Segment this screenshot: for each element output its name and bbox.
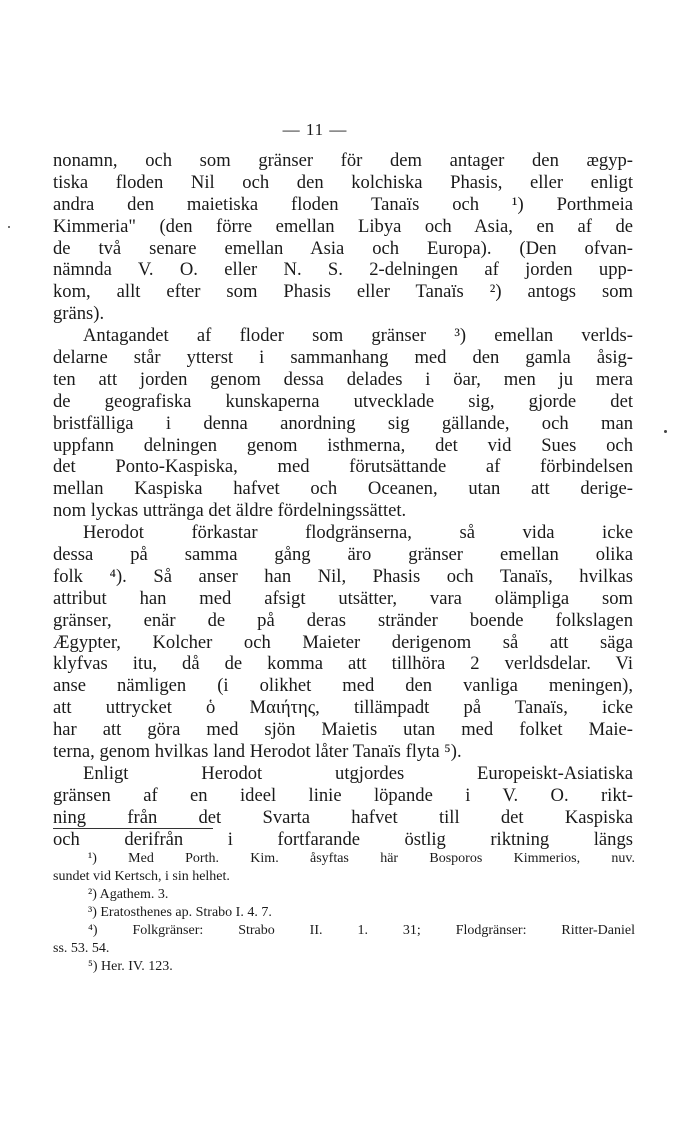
text-line: gräns). <box>53 303 105 325</box>
text-line: kom, allt efter som Phasis eller Tanaïs ²) antogs som <box>53 281 633 303</box>
text-line: andra den maietiska floden Tanaïs och ¹) Porthmeia <box>53 193 633 215</box>
text-line: dessa på samma gång äro gränser emellan olika <box>53 544 633 566</box>
footnote-line: ⁴) Folkgränser: Strabo II. 1. 31; Flodgränser: Ritter-Daniel <box>88 923 635 938</box>
text-line: nonamn, och som gränser för dem antager den ægyp- <box>53 150 633 171</box>
text-line: nom lyckas uttränga det äldre fördelningssättet. <box>53 500 407 522</box>
footnote-divider <box>53 828 213 829</box>
text-line: att uttrycket ὁ Μαιήτης, tillämpadt på Tanaïs, icke <box>53 697 633 719</box>
text-line: och derifrån i fortfarande östlig riktning längs <box>53 828 633 850</box>
text-line: attribut han med afsigt utsätter, vara olämpliga som <box>53 587 633 609</box>
text-line: det Ponto-Kaspiska, med förutsättande af förbindelsen <box>53 456 633 478</box>
text-line: tiska floden Nil och den kolchiska Phasis, eller enligt <box>53 171 633 193</box>
text-line: terna, genom hvilkas land Herodot låter Tanaïs flyta ⁵). <box>53 741 462 763</box>
page-number: — 11 — <box>282 120 348 139</box>
text-line: folk ⁴). Så anser han Nil, Phasis och Tanaïs, hvilkas <box>53 565 633 587</box>
text-line: Ægypter, Kolcher och Maieter derigenom så att säga <box>53 631 633 653</box>
print-speck <box>8 226 10 228</box>
paragraph-start-line: Antagandet af floder som gränser ³) emellan verlds- <box>83 325 633 347</box>
text-line: mellan Kaspiska hafvet och Oceanen, utan att derige- <box>53 478 633 500</box>
footnote-line: ¹) Med Porth. Kim. åsyftas här Bosporos Kimmerios, nuv. <box>88 851 635 866</box>
paragraph-start-line: Enligt Herodot utgjordes Europeiskt-Asiatiska <box>83 762 633 784</box>
paragraph-start-line: Herodot förkastar flodgränserna, så vida icke <box>83 522 633 544</box>
text-line: ten att jorden genom dessa delades i öar, men ju mera <box>53 368 633 390</box>
footnote-line: ³) Eratosthenes ap. Strabo I. 4. 7. <box>88 905 272 920</box>
footnote-line: sundet vid Kertsch, i sin helhet. <box>53 869 230 884</box>
text-line: uppfann delningen genom isthmerna, det vid Sues och <box>53 434 633 456</box>
footnote-line: ss. 53. 54. <box>53 941 110 956</box>
text-line: anse nämligen (i olikhet med den vanliga meningen), <box>53 675 633 697</box>
text-line: de geografiska kunskaperna utvecklade sig, gjorde det <box>53 390 633 412</box>
text-line: bristfälliga i denna anordning sig gällande, och man <box>53 412 633 434</box>
text-line: Kimmeria" (den förre emellan Libya och Asia, en af de <box>53 215 633 237</box>
text-line: ning från det Svarta hafvet till det Kaspiska <box>53 806 633 828</box>
text-line: de två senare emellan Asia och Europa). (Den ofvan- <box>53 237 633 259</box>
footnote-line: ²) Agathem. 3. <box>88 887 169 902</box>
text-line: delarne står ytterst i sammanhang med den gamla åsig- <box>53 347 633 369</box>
text-line: gränsen af en ideel linie löpande i V. O. rikt- <box>53 784 633 806</box>
text-line: klyfvas itu, då de komma att tillhöra 2 verldsdelar. Vi <box>53 653 633 675</box>
text-line: har att göra med sjön Maietis utan med folket Maie- <box>53 719 633 741</box>
main-text <box>53 150 633 851</box>
footnote-line: ⁵) Her. IV. 123. <box>88 959 173 974</box>
text-line: nämnda V. O. eller N. S. 2-delningen af jorden upp- <box>53 259 633 281</box>
print-speck <box>664 430 667 433</box>
footnotes <box>53 850 635 976</box>
text-line: gränser, enär de på deras stränder boende folkslagen <box>53 609 633 631</box>
